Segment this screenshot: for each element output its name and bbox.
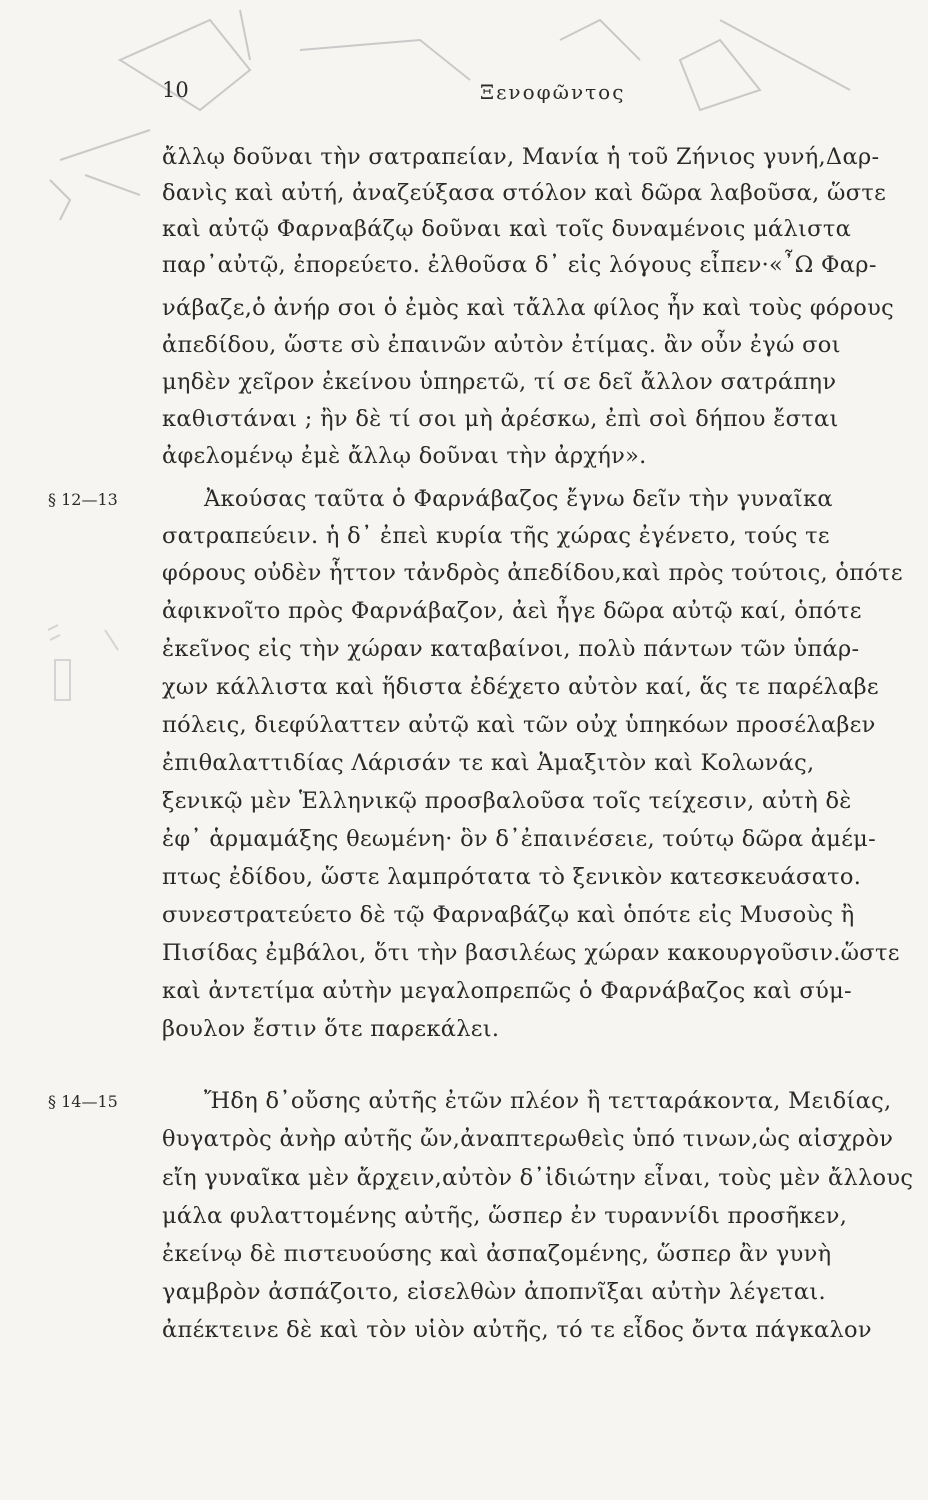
text-line: δανὶς καὶ αὐτή, ἀναζεύξασα στόλον καὶ δῶρα λαβοῦσα, ὥστε — [162, 180, 887, 206]
text-line: καθιστάναι ; ἢν δὲ τί σοι μὴ ἀρέσκω, ἐπὶ σοὶ δήπου ἔσται — [162, 406, 839, 432]
text-line: εἴη γυναῖκα μὲν ἄρχειν,αὐτὸν δ᾽ἰδιώτην εἶναι, τοὺς μὲν ἄλλους — [162, 1165, 914, 1191]
text-line: μηδὲν χεῖρον ἐκείνου ὑπηρετῶ, τί σε δεῖ ἄλλον σατράπην — [162, 369, 837, 395]
text-line: σατραπεύειν. ἡ δ᾽ ἐπεὶ κυρία τῆς χώρας ἐγένετο, τούς τε — [162, 523, 830, 549]
text-line: χων κάλλιστα καὶ ἥδιστα ἐδέχετο αὐτὸν καί, ἅς τε παρέλαβε — [162, 674, 879, 700]
text-line: ἀπέκτεινε δὲ καὶ τὸν υἱὸν αὐτῆς, τό τε εἶδος ὄντα πάγκαλον — [162, 1317, 872, 1343]
text-line: παρ᾽αὐτῷ, ἐπορεύετο. ἐλθοῦσα δ᾽ εἰς λόγους εἶπεν·«῏Ω Φαρ- — [162, 252, 877, 278]
section-note-14-15: § 14—15 — [48, 1092, 118, 1111]
text-line: ἀφικνοῖτο πρὸς Φαρνάβαζον, ἀεὶ ἦγε δῶρα αὐτῷ καί, ὁπότε — [162, 598, 862, 624]
text-line: ἄλλῳ δοῦναι τὴν σατραπείαν, Μανία ἡ τοῦ Ζήνιος γυνή,Δαρ- — [162, 144, 880, 170]
section-note-12-13: § 12—13 — [48, 490, 118, 509]
text-line: ἐκεῖνος εἰς τὴν χώραν καταβαίνοι, πολὺ πάντων τῶν ὑπάρ- — [162, 636, 860, 662]
text-line: βουλον ἔστιν ὅτε παρεκάλει. — [162, 1016, 500, 1042]
page-header — [0, 78, 928, 118]
running-title: Ξενοφῶντος — [480, 80, 626, 104]
text-line: συνεστρατεύετο δὲ τῷ Φαρναβάζῳ καὶ ὁπότε εἰς Μυσοὺς ἢ — [162, 902, 855, 928]
page-number: 10 — [162, 78, 189, 102]
text-line: μάλα φυλαττομένης αὐτῆς, ὥσπερ ἐν τυραννίδι προσῆκεν, — [162, 1203, 848, 1229]
text-line: ξενικῷ μὲν Ἑλληνικῷ προσβαλοῦσα τοῖς τείχεσιν, αὐτὴ δὲ — [162, 788, 852, 814]
text-line: Ἀκούσας ταῦτα ὁ Φαρνάβαζος ἔγνω δεῖν τὴν γυναῖκα — [204, 486, 833, 512]
text-line: νάβαζε,ὁ ἀνήρ σοι ὁ ἐμὸς καὶ τἄλλα φίλος ἦν καὶ τοὺς φόρους — [162, 295, 894, 321]
text-line: πόλεις, διεφύλαττεν αὐτῷ καὶ τῶν οὐχ ὑπηκόων προσέλαβεν — [162, 712, 876, 738]
text-line: γαμβρὸν ἀσπάζοιτο, εἰσελθὼν ἀποπνῖξαι αὐτὴν λέγεται. — [162, 1279, 826, 1305]
text-line: ἀφελομένῳ ἐμὲ ἄλλῳ δοῦναι τὴν ἀρχήν». — [162, 443, 647, 469]
text-line: ἐπιθαλαττιδίας Λάρισάν τε καὶ Ἁμαξιτὸν καὶ Κολωνάς, — [162, 750, 815, 776]
text-line: ἀπεδίδου, ὥστε σὺ ἐπαινῶν αὐτὸν ἐτίμας. ἂν οὖν ἐγώ σοι — [162, 332, 841, 358]
text-line: ἐκείνῳ δὲ πιστευούσης καὶ ἀσπαζομένης, ὥσπερ ἂν γυνὴ — [162, 1241, 832, 1267]
text-line: Πισίδας ἐμβάλοι, ὅτι τὴν βασιλέως χώραν κακουργοῦσιν.ὥστε — [162, 940, 900, 966]
text-line: θυγατρὸς ἀνὴρ αὐτῆς ὤν,ἀναπτερωθεὶς ὑπό τινων,ὡς αἰσχρὸν — [162, 1126, 894, 1152]
text-line: φόρους οὐδὲν ἧττον τἀνδρὸς ἀπεδίδου,καὶ πρὸς τούτοις, ὁπότε — [162, 560, 903, 586]
text-line: καὶ ἀντετίμα αὐτὴν μεγαλοπρεπῶς ὁ Φαρνάβαζος καὶ σύμ- — [162, 978, 852, 1004]
text-line: καὶ αὐτῷ Φαρναβάζῳ δοῦναι καὶ τοῖς δυναμένοις μάλιστα — [162, 216, 852, 242]
text-line: ἐφ᾽ ἁρμαμάξης θεωμένη· ὃν δ᾽ἐπαινέσειε, τούτῳ δῶρα ἀμέμ- — [162, 826, 876, 852]
text-line: Ἤδη δ᾽οὔσης αὐτῆς ἐτῶν πλέον ἢ τετταράκοντα, Μειδίας, — [204, 1088, 892, 1114]
text-line: πτως ἐδίδου, ὥστε λαμπρότατα τὸ ξενικὸν κατεσκευάσατο. — [162, 864, 862, 890]
